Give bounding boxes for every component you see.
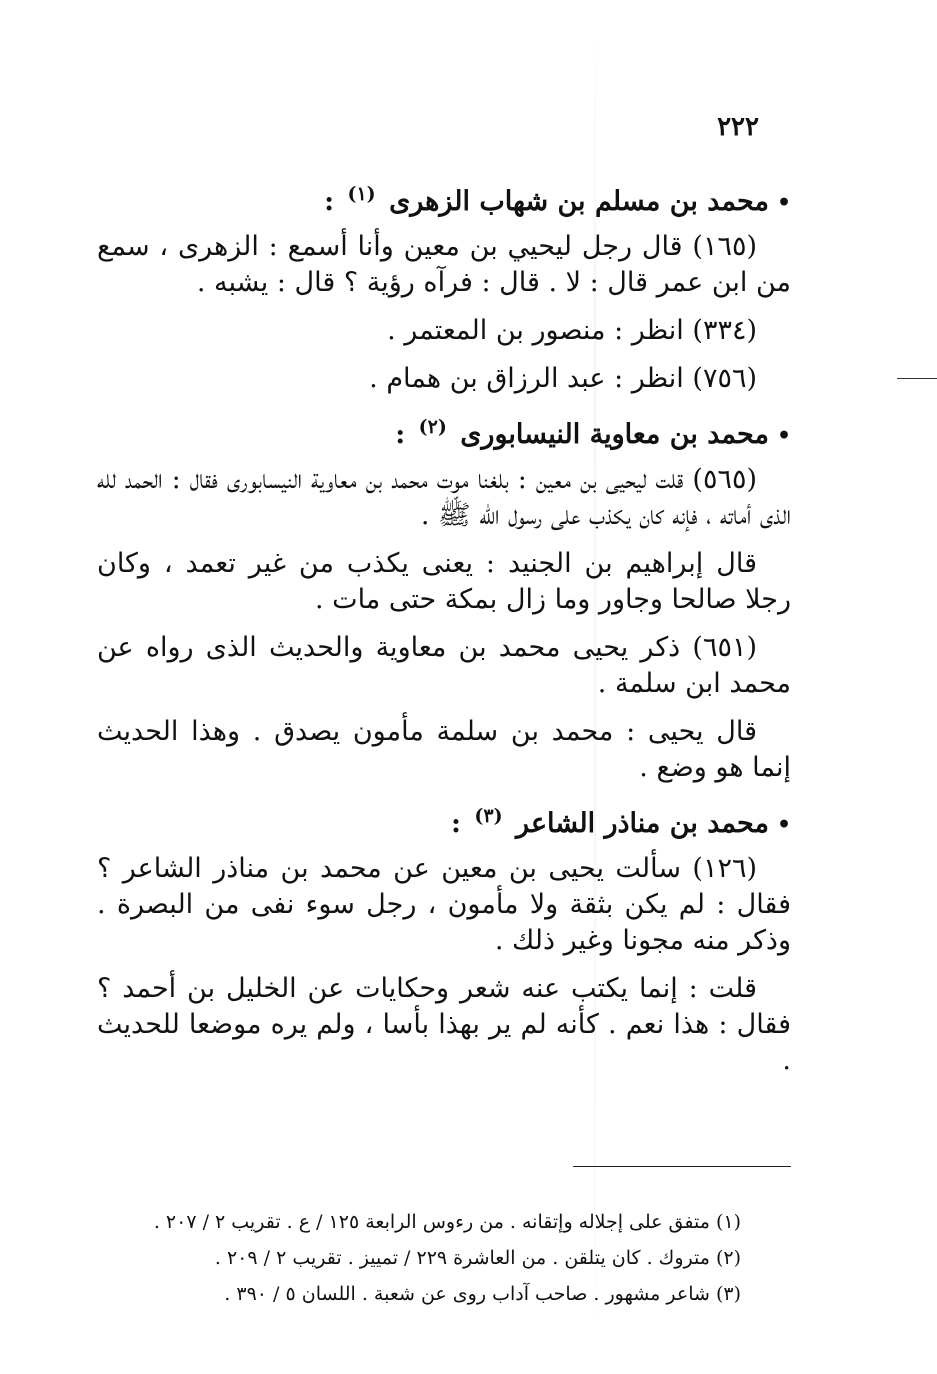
bullet-icon: • <box>776 190 791 216</box>
footnote-ref: (٢) <box>418 416 447 438</box>
narration-paragraph: (١٦٥) قال رجل ليحيي بن معين وأنا أسمع : الزهرى ، سمع من ابن عمر قال : لا . قال : فرآه رؤية ؟ قال : يشبه . <box>97 231 791 298</box>
narration-paragraph: قال يحيى : محمد بن سلمة مأمون يصدق . وهذا الحديث إنما هو وضع . <box>97 716 791 783</box>
cross-reference: (٣٣٤) انظر : منصور بن المعتمر . <box>387 315 757 346</box>
section-heading <box>97 409 791 454</box>
heading-colon: : <box>451 808 462 839</box>
heading-colon: : <box>395 419 406 450</box>
narration-paragraph: (٥٦٥) قلت ليحيى بن معين : بلغنا موت محمد بن معاوية النيسابورى فقال : الحمد لله الذى أماته ، فإنه كان يكذب على رسول الله ﷺ . <box>97 464 791 531</box>
narration-paragraph: قلت : إنما يكتب عنه شعر وحكايات عن الخليل بن أحمد ؟ فقال : هذا نعم . كأنه لم ير بهذا بأسا ، ولم يره موضعا للحديث . <box>97 973 791 1076</box>
heading-title: محمد بن مسلم بن شهاب الزهرى <box>389 186 769 217</box>
page-number: ٢٢٢ <box>717 112 759 142</box>
footnote-ref: (١) <box>347 183 376 205</box>
cross-reference: (٧٥٦) انظر : عبد الرزاق بن همام . <box>369 363 757 394</box>
section-heading <box>97 798 791 843</box>
footnote: (٣) شاعر مشهور . صاحب آداب روى عن شعبة . اللسان ٥ / ٣٩٠ . <box>224 1283 741 1305</box>
footnote-separator <box>573 1166 791 1167</box>
heading-title: محمد بن معاوية النيسابورى <box>460 419 769 450</box>
margin-mark <box>897 378 937 379</box>
footnotes <box>101 1204 741 1312</box>
narration-paragraph: (٦٥١) ذكر يحيى محمد بن معاوية والحديث الذى رواه عن محمد ابن سلمة . <box>97 632 791 699</box>
main-text <box>97 172 791 1091</box>
section-heading <box>97 176 791 221</box>
footnote-ref: (٣) <box>474 805 503 827</box>
footnote: (٢) متروك . كان يتلقن . من العاشرة ٢٢٩ / تمييز . تقريب ٢ / ٢٠٩ . <box>214 1247 741 1269</box>
narration-paragraph: قال إبراهيم بن الجنيد : يعنى يكذب من غير تعمد ، وكان رجلا صالحا وجاور وما زال بمكة حتى مات . <box>97 548 791 615</box>
heading-colon: : <box>324 186 335 217</box>
footnote: (١) متفق على إجلاله وإتقانه . من رءوس الرابعة ١٢٥ / ع . تقريب ٢ / ٢٠٧ . <box>153 1211 741 1233</box>
narration-paragraph: (١٢٦) سألت يحيى بن معين عن محمد بن مناذر الشاعر ؟ فقال : لم يكن بثقة ولا مأمون ، رجل سوء نفى من البصرة . وذكر منه مجونا وغير ذلك . <box>97 853 791 956</box>
bullet-icon: • <box>776 423 791 449</box>
heading-title: محمد بن مناذر الشاعر <box>516 808 769 839</box>
bullet-icon: • <box>776 812 791 838</box>
